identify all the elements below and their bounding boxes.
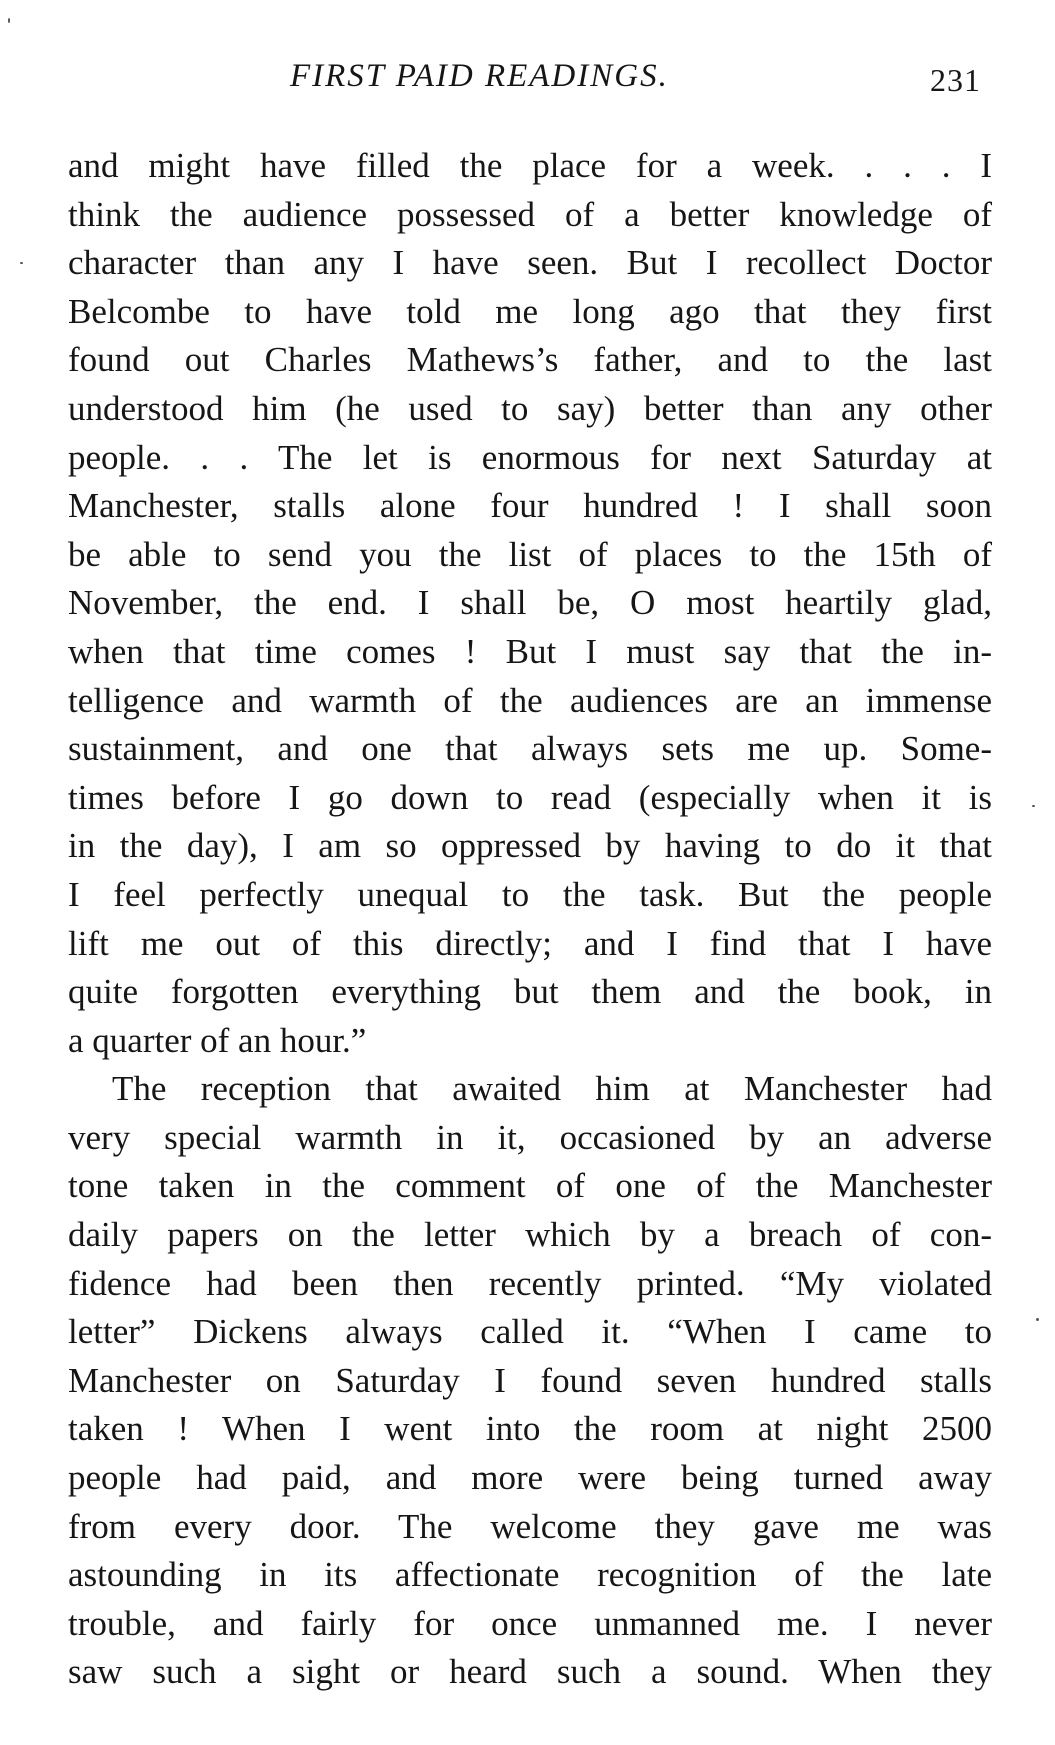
text-line: a quarter of an hour.”	[68, 1020, 367, 1060]
text-line: understood him (he used to say) better than any other	[68, 388, 992, 428]
text-line: and might have filled the place for a week. . . . I	[68, 146, 992, 185]
text-line: tone taken in the comment of one of the Manchester	[68, 1166, 992, 1206]
text-line: in the day), I am so oppressed by having to do it that	[68, 826, 992, 866]
running-title: FIRST PAID READINGS.	[290, 58, 669, 94]
body-text	[68, 142, 992, 1697]
text-line: very special warmth in it, occasioned by an adverse	[68, 1117, 992, 1157]
text-line: fidence had been then recently printed. “My violated	[68, 1263, 992, 1303]
text-line: character than any I have seen. But I recollect Doctor	[68, 243, 992, 283]
text-line: November, the end. I shall be, O most heartily glad,	[68, 583, 992, 623]
text-line: trouble, and fairly for once unmanned me. I never	[68, 1603, 992, 1643]
text-line: letter” Dickens always called it. “When I came to	[68, 1312, 992, 1352]
text-line: people. . . The let is enormous for next Saturday at	[68, 437, 992, 477]
text-line: taken ! When I went into the room at night 2500	[68, 1409, 992, 1449]
paper-speck	[1032, 805, 1035, 807]
text-line: found out Charles Mathews’s father, and to the last	[68, 340, 992, 380]
paragraph-2	[68, 1065, 992, 1697]
text-line: from every door. The welcome they gave me was	[68, 1506, 992, 1546]
text-line: Manchester on Saturday I found seven hundred stalls	[68, 1360, 992, 1400]
text-line: Belcombe to have told me long ago that they first	[68, 291, 992, 331]
text-line: Manchester, stalls alone four hundred ! I shall soon	[68, 486, 992, 526]
paper-speck	[1036, 1318, 1039, 1321]
text-line: when that time comes ! But I must say that the in-	[68, 631, 992, 671]
text-line: quite forgotten everything but them and the book, in	[68, 972, 992, 1012]
page-number: 231	[930, 62, 981, 98]
text-line: astounding in its affectionate recognition of the late	[68, 1555, 992, 1595]
text-line: times before I go down to read (especially when it is	[68, 777, 992, 817]
text-line: telligence and warmth of the audiences are an immense	[68, 680, 992, 720]
text-line: think the audience possessed of a better knowledge of	[68, 194, 992, 234]
text-line: daily papers on the letter which by a breach of con-	[68, 1215, 992, 1255]
text-line: be able to send you the list of places to the 15th of	[68, 534, 992, 574]
text-line: sustainment, and one that always sets me up. Some-	[68, 729, 992, 769]
running-head	[0, 58, 1055, 108]
paper-speck	[8, 18, 10, 23]
paper-speck	[20, 262, 23, 264]
text-line: I feel perfectly unequal to the task. But the people	[68, 874, 992, 914]
text-line: lift me out of this directly; and I find that I have	[68, 923, 992, 963]
text-line: The reception that awaited him at Manchester had	[112, 1069, 992, 1109]
text-line: saw such a sight or heard such a sound. When they	[68, 1652, 992, 1692]
text-line: people had paid, and more were being turned away	[68, 1458, 992, 1498]
paragraph-1	[68, 142, 992, 1065]
